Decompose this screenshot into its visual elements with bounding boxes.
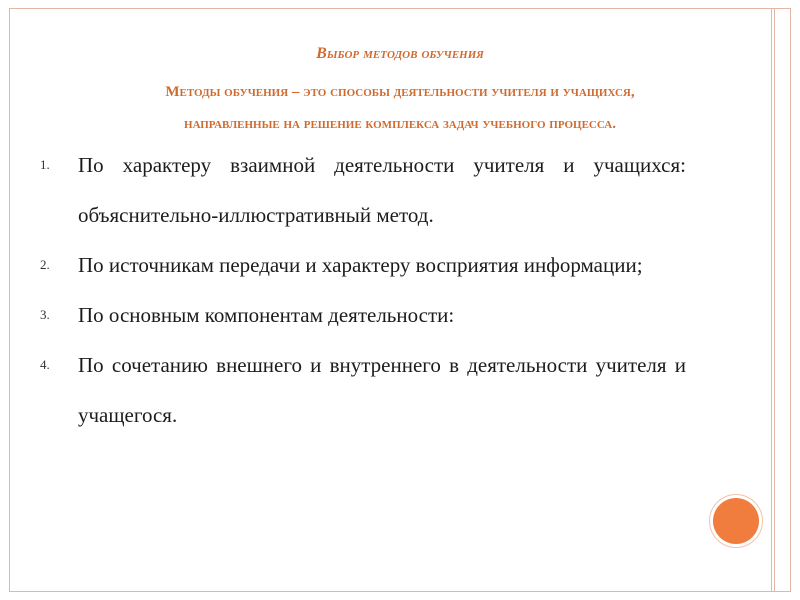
list-item bbox=[40, 340, 686, 440]
list-item-text: По сочетанию внешнего и внутреннего в деятельности учителя и учащегося. bbox=[78, 353, 686, 427]
list-item-text: По основным компонентам деятельности: bbox=[78, 303, 455, 327]
slide-subtitle-block bbox=[30, 76, 770, 140]
list-item-number: 2. bbox=[40, 257, 50, 272]
slide-subtitle-line-2: направленные на решение комплекса задач учебного процесса. bbox=[184, 116, 616, 132]
list-item-text: По источникам передачи и характеру восприятия информации; bbox=[78, 253, 643, 277]
list-item-number: 4. bbox=[40, 357, 50, 372]
methods-list bbox=[40, 140, 686, 440]
list-item-number: 3. bbox=[40, 307, 50, 322]
list-item-text: По характеру взаимной деятельности учителя и учащихся: объяснительно-иллюстративный метод. bbox=[78, 153, 686, 227]
list-item bbox=[40, 140, 686, 240]
right-decorative-rule-inner bbox=[774, 8, 775, 592]
slide-title-block bbox=[30, 44, 770, 64]
orange-circle-decoration bbox=[713, 498, 759, 544]
list-item-number: 1. bbox=[40, 157, 50, 172]
list-item bbox=[40, 240, 686, 290]
slide-subtitle-line-1: Методы обучения – это способы деятельности учителя и учащихся, bbox=[165, 84, 635, 100]
right-decorative-rule bbox=[771, 8, 772, 592]
slide-title: Выбор методов обучения bbox=[316, 45, 484, 62]
list-item bbox=[40, 290, 686, 340]
